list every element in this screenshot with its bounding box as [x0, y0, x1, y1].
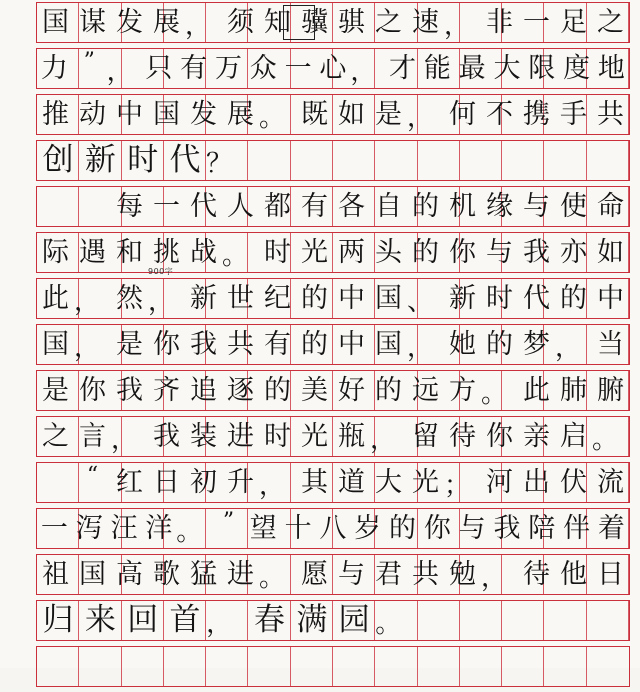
handwritten-char: 勉 — [449, 559, 476, 590]
handwritten-char: 梦 — [523, 329, 550, 360]
handwritten-char: 时 — [127, 142, 159, 178]
handwritten-char: 齐 — [153, 375, 180, 406]
handwritten-char: 共 — [227, 329, 254, 360]
grid-row — [36, 462, 630, 503]
handwritten-char: 之 — [42, 421, 69, 452]
word-count-note: 900字 — [148, 267, 174, 276]
handwritten-char: 国 — [42, 7, 69, 38]
punctuation-mark: 。 — [176, 517, 203, 547]
punctuation-mark: ； — [444, 471, 471, 501]
handwritten-char: 速 — [412, 7, 439, 38]
handwritten-char: 代 — [169, 142, 201, 178]
handwritten-char: 伏 — [560, 467, 587, 498]
handwritten-char: 不 — [486, 99, 513, 130]
handwritten-char: 的 — [412, 237, 439, 268]
handwritten-char: 发 — [116, 7, 143, 38]
handwritten-char: 纪 — [264, 283, 291, 314]
handwritten-char: 创 — [42, 142, 74, 178]
punctuation-mark: ， — [206, 609, 233, 639]
grid-cell — [544, 647, 586, 686]
grid-cell — [122, 647, 164, 686]
handwritten-char: 谋 — [79, 7, 106, 38]
handwritten-char: 非 — [486, 7, 513, 38]
handwritten-char: 他 — [560, 559, 587, 590]
punctuation-mark: 。 — [592, 425, 619, 455]
grid-cell — [37, 647, 79, 686]
handwritten-char: 代 — [523, 283, 550, 314]
punctuation-mark: ， — [148, 287, 175, 317]
grid-row — [36, 370, 630, 411]
handwritten-char: 启 — [560, 421, 587, 452]
row-text — [37, 279, 629, 318]
punctuation-mark: ， — [350, 57, 377, 87]
handwritten-char: 首 — [169, 602, 201, 638]
grid-cell — [587, 647, 629, 686]
handwritten-char: 时 — [264, 237, 291, 268]
handwritten-char: 其 — [301, 467, 328, 498]
grid-cell — [375, 647, 417, 686]
handwritten-char: 发 — [190, 99, 217, 130]
grid-cell — [502, 647, 544, 686]
handwritten-char: 足 — [560, 7, 587, 38]
handwritten-char: 满 — [296, 602, 328, 638]
handwritten-char: 你 — [486, 421, 513, 452]
handwritten-char: 我 — [190, 329, 217, 360]
handwritten-char: 的 — [301, 329, 328, 360]
grid-row — [36, 508, 630, 549]
row-text — [37, 233, 629, 272]
handwritten-char: 的 — [412, 191, 439, 222]
handwritten-char: 携 — [523, 99, 550, 130]
handwritten-char: 一 — [284, 53, 312, 84]
handwritten-char: 是 — [42, 375, 69, 406]
handwritten-char: 新 — [190, 283, 217, 314]
punctuation-mark: ” — [222, 509, 235, 534]
handwritten-char: 的 — [389, 513, 417, 544]
handwritten-char: 光 — [412, 467, 439, 498]
handwritten-char: 你 — [449, 237, 476, 268]
punctuation-mark: 。 — [375, 609, 402, 639]
handwritten-char: 逐 — [227, 375, 254, 406]
grid-row — [36, 646, 630, 687]
punctuation-mark: ？ — [206, 149, 233, 179]
handwritten-char: 然 — [116, 283, 143, 314]
handwritten-char: 追 — [190, 375, 217, 406]
handwritten-char: 战 — [190, 237, 217, 268]
grid-cell — [164, 647, 206, 686]
handwritten-char: 与 — [523, 191, 550, 222]
punctuation-mark: ， — [74, 287, 101, 317]
handwritten-char: 陪 — [528, 513, 556, 544]
grid-cell — [206, 647, 248, 686]
handwritten-char: 骐 — [338, 7, 365, 38]
handwritten-char: 猛 — [190, 559, 217, 590]
punctuation-mark: 。 — [259, 563, 286, 593]
handwritten-char: 你 — [79, 375, 106, 406]
punctuation-mark: ， — [111, 425, 138, 455]
handwritten-char: 与 — [458, 513, 486, 544]
handwritten-char: 你 — [423, 513, 451, 544]
handwritten-char: 瓶 — [338, 421, 365, 452]
handwritten-char: 日 — [597, 559, 624, 590]
handwritten-char: 国 — [375, 329, 402, 360]
handwritten-char: 众 — [249, 53, 277, 84]
handwritten-char: 着 — [597, 513, 625, 544]
handwritten-char: 展 — [227, 99, 254, 130]
handwritten-char: 国 — [79, 559, 106, 590]
handwritten-char: 装 — [190, 421, 217, 452]
handwritten-char: 是 — [116, 329, 143, 360]
handwritten-char: 中 — [116, 99, 143, 130]
handwritten-char: 园 — [338, 602, 370, 638]
handwritten-char: 来 — [84, 602, 116, 638]
handwritten-char: 望 — [249, 513, 277, 544]
handwritten-char: 头 — [375, 237, 402, 268]
grid-row — [36, 232, 630, 273]
handwritten-char: 国 — [42, 329, 69, 360]
handwritten-char: 愿 — [301, 559, 328, 590]
handwritten-char: 际 — [42, 237, 69, 268]
handwritten-char: 地 — [597, 53, 625, 84]
grid-row — [36, 554, 630, 595]
row-text — [37, 463, 629, 502]
handwritten-char: 才 — [389, 53, 417, 84]
handwritten-char: 岁 — [354, 513, 382, 544]
handwritten-char: 最 — [458, 53, 486, 84]
grid-row — [36, 186, 630, 227]
handwritten-char: 我 — [523, 237, 550, 268]
punctuation-mark: ” — [83, 49, 95, 74]
handwritten-char: 高 — [116, 559, 143, 590]
row-text — [37, 417, 629, 456]
grid-row — [36, 278, 630, 319]
handwritten-char: 你 — [153, 329, 180, 360]
row-text — [37, 95, 629, 134]
handwritten-char: 须 — [227, 7, 254, 38]
handwritten-char: 时 — [486, 283, 513, 314]
handwritten-char: 春 — [254, 602, 286, 638]
row-text — [37, 3, 629, 42]
handwritten-char: 挑 — [153, 237, 180, 268]
punctuation-mark: 。 — [222, 241, 249, 271]
row-text — [37, 49, 629, 88]
handwritten-char: 手 — [560, 99, 587, 130]
handwritten-char: 国 — [153, 99, 180, 130]
handwritten-char: 中 — [338, 283, 365, 314]
handwritten-char: 的 — [301, 283, 328, 314]
handwritten-char: 每 — [116, 191, 143, 222]
handwritten-char: 骥 — [301, 7, 328, 38]
handwritten-char: 既 — [301, 99, 328, 130]
handwritten-char: 共 — [597, 99, 624, 130]
punctuation-mark: ， — [407, 103, 434, 133]
handwritten-char: 共 — [412, 559, 439, 590]
handwritten-char: 升 — [227, 467, 254, 498]
handwritten-char: 亦 — [560, 237, 587, 268]
row-text — [37, 555, 629, 594]
punctuation-mark: ， — [444, 11, 471, 41]
punctuation-mark: ， — [259, 471, 286, 501]
handwritten-char: 日 — [153, 467, 180, 498]
grid-row — [36, 48, 630, 89]
handwritten-char: 我 — [493, 513, 521, 544]
handwritten-char: 新 — [84, 142, 116, 178]
handwritten-char: 的 — [264, 375, 291, 406]
handwritten-char: 大 — [493, 53, 521, 84]
handwritten-char: 国 — [375, 283, 402, 314]
handwritten-char: 归 — [42, 602, 74, 638]
handwritten-char: 言 — [79, 421, 106, 452]
row-text — [37, 187, 629, 226]
grid-cell — [248, 647, 290, 686]
handwritten-char: 万 — [214, 53, 242, 84]
grid-cell — [418, 647, 460, 686]
handwritten-char: 洋 — [145, 513, 173, 544]
punctuation-mark: ， — [407, 333, 434, 363]
handwritten-char: 流 — [597, 467, 624, 498]
handwritten-char: 当 — [597, 329, 624, 360]
handwritten-char: 有 — [180, 53, 208, 84]
handwritten-char: 之 — [375, 7, 402, 38]
handwritten-char: 待 — [523, 559, 550, 590]
handwritten-char: 好 — [338, 375, 365, 406]
handwritten-char: 中 — [338, 329, 365, 360]
grid-cell — [79, 647, 121, 686]
grid-row — [36, 600, 630, 641]
row-text — [37, 509, 629, 548]
punctuation-mark: ， — [106, 57, 133, 87]
row-text — [37, 371, 629, 410]
punctuation-mark: 。 — [481, 379, 508, 409]
row-text — [37, 141, 629, 180]
grid-cell — [460, 647, 502, 686]
writing-grid — [36, 2, 630, 692]
handwritten-char: 的 — [375, 375, 402, 406]
handwritten-char: 我 — [153, 421, 180, 452]
handwritten-char: 留 — [412, 421, 439, 452]
grid-row — [36, 140, 630, 181]
punctuation-mark: ， — [481, 563, 508, 593]
grid-cell — [333, 647, 375, 686]
handwritten-char: 方 — [449, 375, 476, 406]
handwritten-char: 光 — [301, 237, 328, 268]
handwritten-char: 美 — [301, 375, 328, 406]
handwritten-char: 进 — [227, 559, 254, 590]
handwritten-char: 人 — [227, 191, 254, 222]
handwritten-char: 中 — [597, 283, 624, 314]
handwritten-char: 都 — [264, 191, 291, 222]
handwritten-char: 我 — [116, 375, 143, 406]
punctuation-mark: 。 — [259, 103, 286, 133]
handwritten-char: 力 — [40, 53, 68, 84]
handwritten-char: 使 — [560, 191, 587, 222]
handwritten-char: 能 — [423, 53, 451, 84]
handwritten-char: 泻 — [75, 513, 103, 544]
handwritten-char: 的 — [486, 329, 513, 360]
handwritten-char: 歌 — [153, 559, 180, 590]
handwritten-char: 一 — [40, 513, 68, 544]
punctuation-mark: ， — [370, 425, 397, 455]
grid-row — [36, 324, 630, 365]
handwritten-char: 遇 — [79, 237, 106, 268]
handwritten-char: 代 — [190, 191, 217, 222]
handwritten-char: 待 — [449, 421, 476, 452]
handwritten-char: 回 — [127, 602, 159, 638]
handwritten-char: 光 — [301, 421, 328, 452]
handwritten-char: 只 — [145, 53, 173, 84]
handwritten-char: 如 — [338, 99, 365, 130]
handwritten-char: 伴 — [563, 513, 591, 544]
handwritten-char: 新 — [449, 283, 476, 314]
handwritten-char: 八 — [319, 513, 347, 544]
handwritten-char: 时 — [264, 421, 291, 452]
handwritten-char: 自 — [375, 191, 402, 222]
handwritten-char: 动 — [79, 99, 106, 130]
punctuation-mark: ， — [555, 333, 582, 363]
handwritten-char: 汪 — [110, 513, 138, 544]
handwritten-char: 一 — [153, 191, 180, 222]
row-text — [37, 601, 629, 640]
punctuation-mark: 、 — [407, 287, 434, 317]
handwritten-char: 机 — [449, 191, 476, 222]
handwritten-char: 和 — [116, 237, 143, 268]
handwritten-char: 亲 — [523, 421, 550, 452]
handwritten-char: 命 — [597, 191, 624, 222]
grid-row — [36, 94, 630, 135]
grid-row — [36, 2, 630, 43]
handwritten-char: 此 — [523, 375, 550, 406]
handwritten-char: 是 — [375, 99, 402, 130]
punctuation-mark: “ — [86, 463, 99, 488]
handwritten-char: 世 — [227, 283, 254, 314]
handwritten-char: 心 — [319, 53, 347, 84]
handwritten-char: 两 — [338, 237, 365, 268]
handwritten-char: 远 — [412, 375, 439, 406]
handwritten-char: 初 — [190, 467, 217, 498]
handwritten-char: 大 — [375, 467, 402, 498]
handwritten-char: 的 — [560, 283, 587, 314]
handwritten-char: 红 — [116, 467, 143, 498]
grid-cell — [291, 647, 333, 686]
handwritten-char: 道 — [338, 467, 365, 498]
handwritten-char: 河 — [486, 467, 513, 498]
handwritten-char: 如 — [597, 237, 624, 268]
handwritten-char: 何 — [449, 99, 476, 130]
handwritten-char: 限 — [528, 53, 556, 84]
handwritten-char: 一 — [523, 7, 550, 38]
handwritten-char: 腑 — [597, 375, 624, 406]
handwritten-char: 肺 — [560, 375, 587, 406]
handwritten-char: 有 — [301, 191, 328, 222]
punctuation-mark: ， — [185, 11, 212, 41]
handwritten-char: 与 — [486, 237, 513, 268]
handwritten-char: 缘 — [486, 191, 513, 222]
punctuation-mark: ， — [74, 333, 101, 363]
handwritten-char: 出 — [523, 467, 550, 498]
handwritten-char: 度 — [563, 53, 591, 84]
handwritten-char: 有 — [264, 329, 291, 360]
handwritten-char: 她 — [449, 329, 476, 360]
handwritten-char: 展 — [153, 7, 180, 38]
handwritten-char: 此 — [42, 283, 69, 314]
handwritten-char: 知 — [264, 7, 291, 38]
handwritten-char: 各 — [338, 191, 365, 222]
grid-row — [36, 416, 630, 457]
handwritten-char: 君 — [375, 559, 402, 590]
row-text — [37, 325, 629, 364]
handwritten-char: 进 — [227, 421, 254, 452]
handwritten-char: 与 — [338, 559, 365, 590]
handwritten-char: 之 — [597, 7, 624, 38]
handwritten-char: 十 — [284, 513, 312, 544]
handwritten-char: 推 — [42, 99, 69, 130]
handwritten-char: 祖 — [42, 559, 69, 590]
